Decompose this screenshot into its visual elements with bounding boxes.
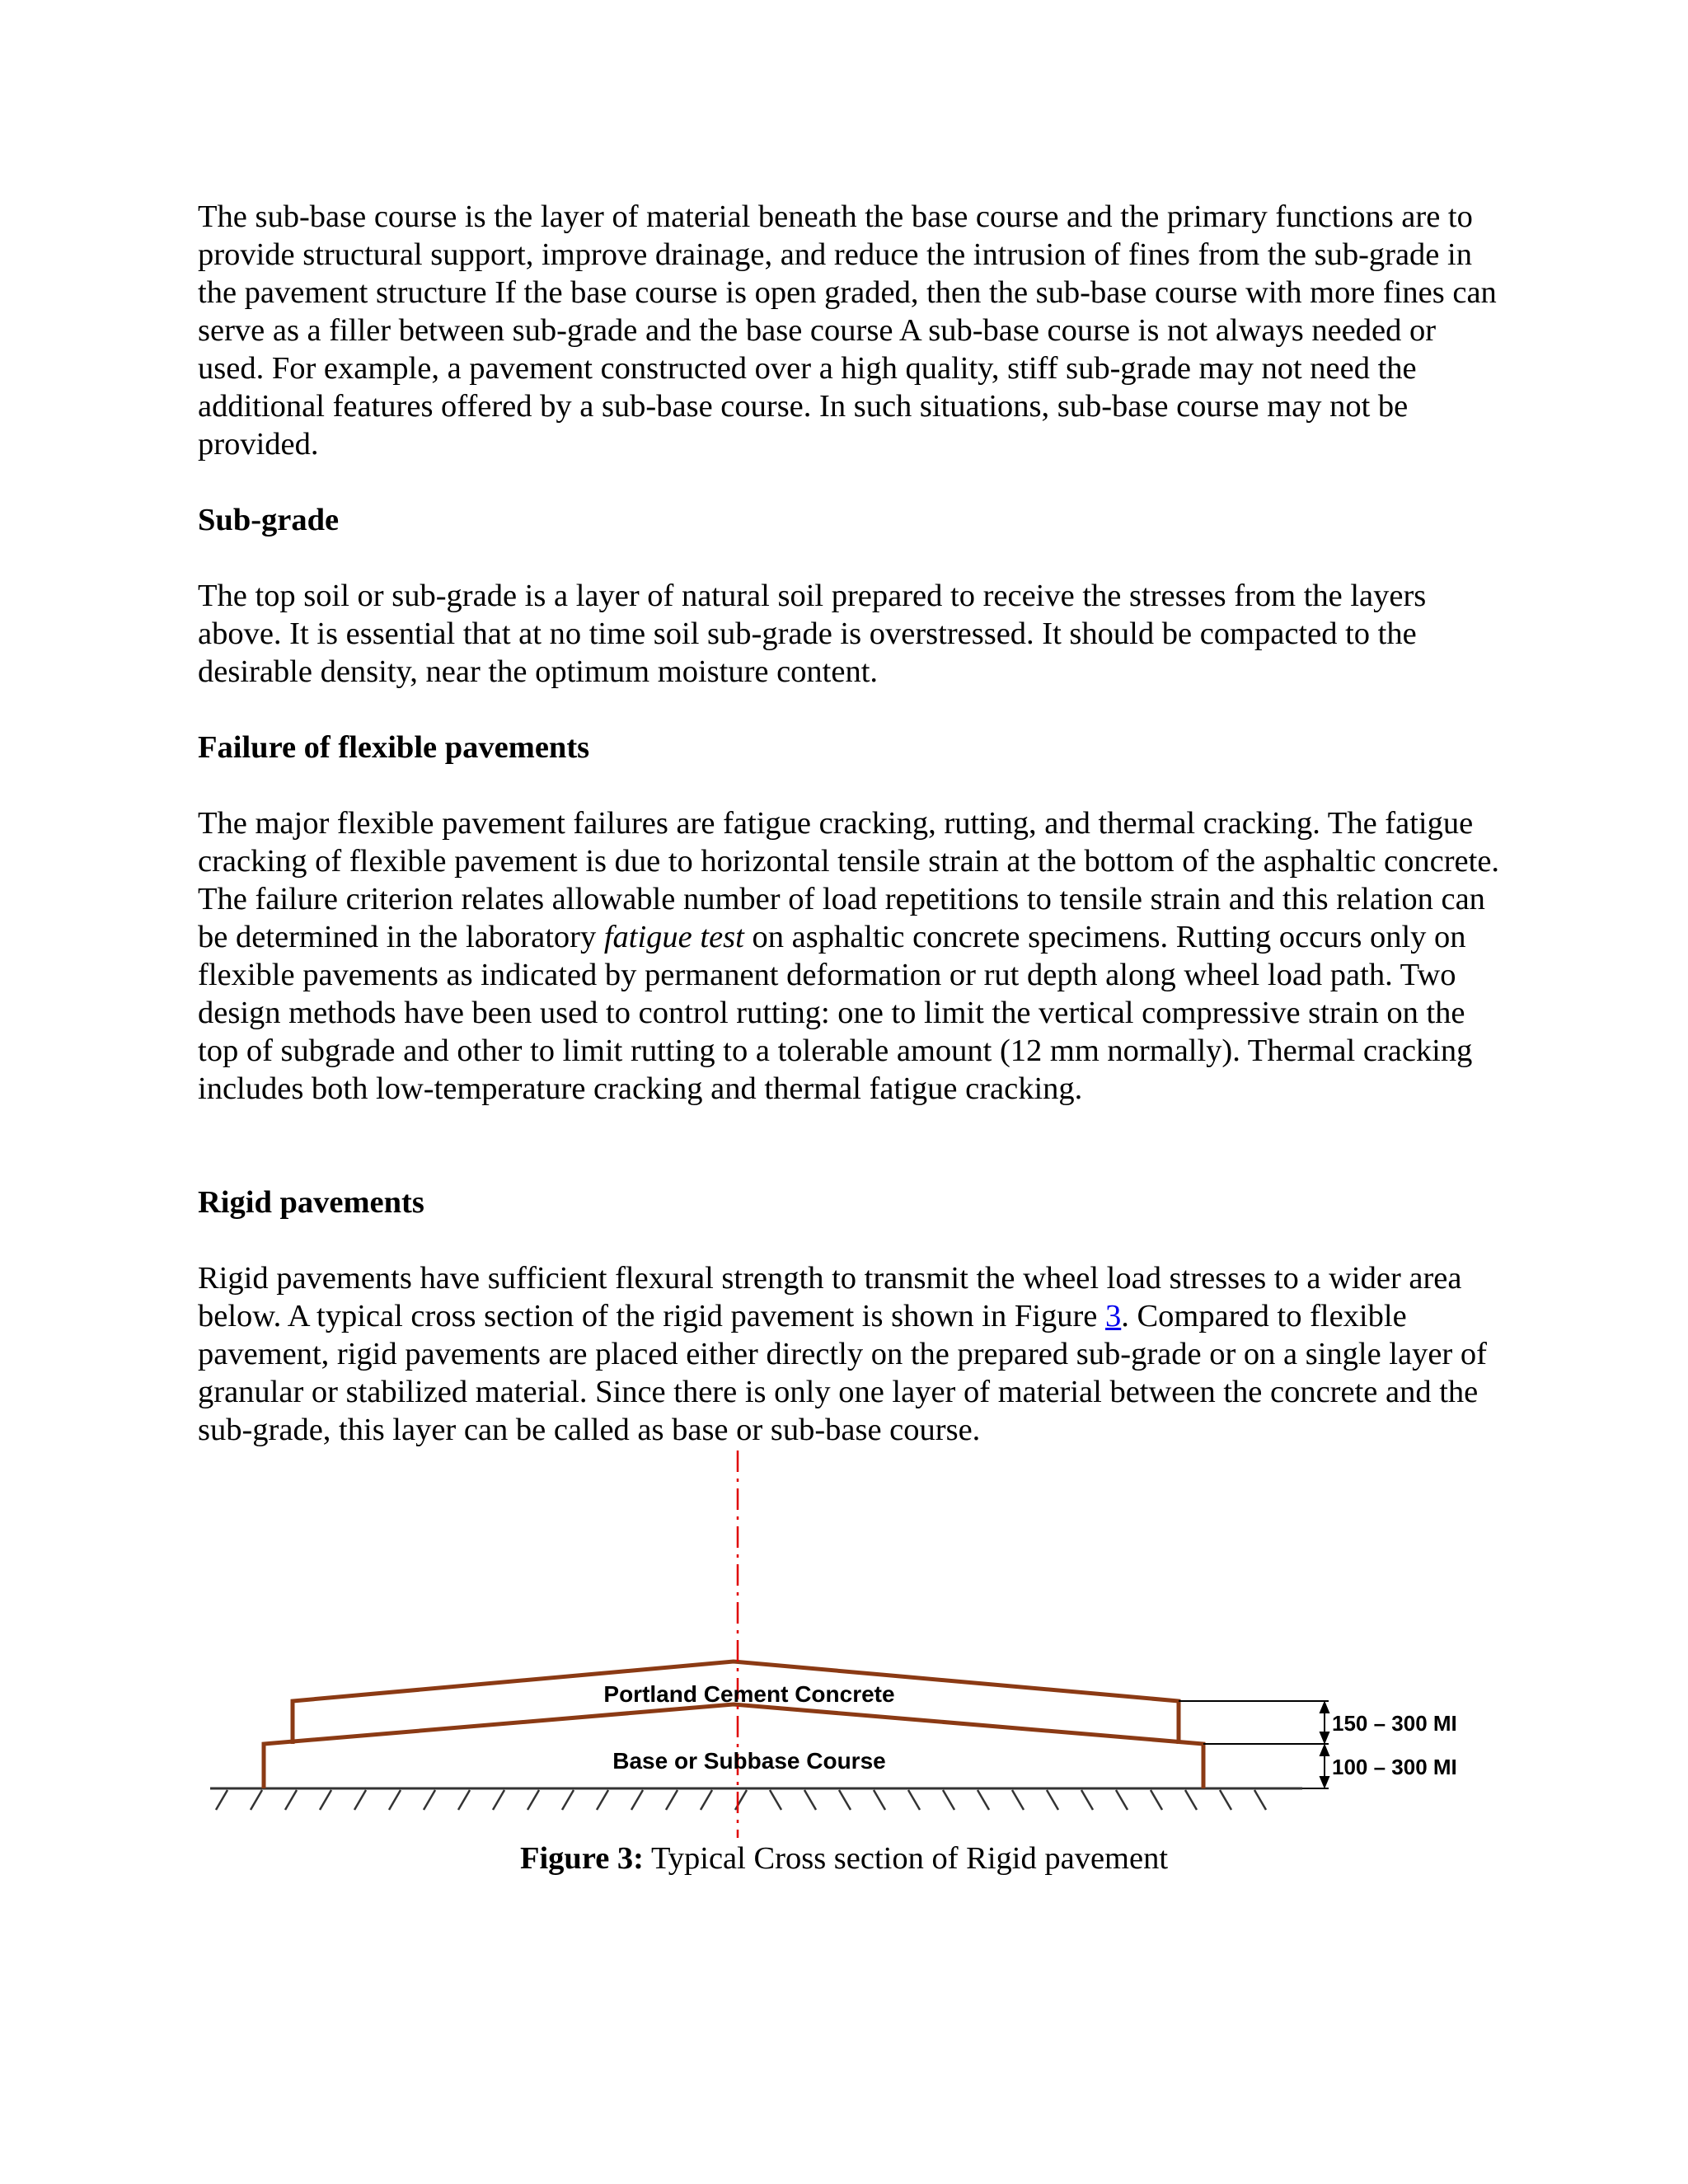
subgrade-ground-hatching <box>216 1790 1266 1810</box>
hatch-mark <box>908 1790 920 1810</box>
concrete-layer-label: Portland Cement Concrete <box>603 1681 895 1707</box>
figure-caption <box>0 1840 1688 1877</box>
hatch-mark <box>943 1790 954 1810</box>
paragraph-failure-part1: The major flexible pavement failures are fatigue cracking, rutting, and thermal cracking. The fatigue cracking of flexible pavement is due to horizontal tensile strain at the bottom of the asphaltic concrete. The failure criterion relates allowable number of load repetitions to tensile strain and this relation can be determined in the laboratory <box>198 806 1500 954</box>
paragraph-failure-part2: on asphaltic concrete specimens. Rutting occurs only on flexible pavements as indicated by permanent deformation or rut depth along wheel load path. Two design methods have been used to control rutting: one to limit the vertical compressive strain on the top of subgrade and other to limit rutting to a tolerable amount (12 mm normally). Thermal cracking includes both low-temperature cracking and thermal fatigue cracking. <box>198 920 1473 1106</box>
hatch-mark <box>1116 1790 1128 1810</box>
hatch-mark <box>1081 1790 1093 1810</box>
figure-3-link[interactable]: 3 <box>1105 1299 1122 1333</box>
hatch-mark <box>389 1790 401 1810</box>
heading-failure-flexible: Failure of flexible pavements <box>198 730 590 765</box>
hatch-mark <box>1220 1790 1231 1810</box>
heading-subgrade: Sub-grade <box>198 503 340 537</box>
hatch-mark <box>839 1790 851 1810</box>
hatch-mark <box>1012 1790 1024 1810</box>
hatch-mark <box>770 1790 781 1810</box>
hatch-mark <box>978 1790 989 1810</box>
heading-rigid-pavements: Rigid pavements <box>198 1185 424 1220</box>
hatch-mark <box>701 1790 712 1810</box>
hatch-mark <box>216 1790 227 1810</box>
hatch-mark <box>424 1790 435 1810</box>
hatch-mark <box>285 1790 297 1810</box>
paragraph-rigid-part2: . Compared to flexible pavement, rigid pavements are placed either directly on the prepared sub-grade or on a single layer of granular or stabilized material. Since there is only one layer of material between the concrete and the sub-grade, this layer can be called as base or sub-base course. <box>198 1299 1487 1447</box>
dimension-base-thickness: 100 – 300 MI <box>1332 1755 1457 1779</box>
hatch-mark <box>1185 1790 1197 1810</box>
hatch-mark <box>493 1790 504 1810</box>
paragraph-rigid-part1: Rigid pavements have sufficient flexural strength to transmit the wheel load stresses to a wider area below. A typical cross section of the rigid pavement is shown in Figure <box>198 1261 1462 1333</box>
dimension-concrete-thickness: 150 – 300 MI <box>1332 1711 1457 1736</box>
hatch-mark <box>354 1790 366 1810</box>
hatch-mark <box>597 1790 608 1810</box>
base-course-outline <box>264 1704 1203 1788</box>
fatigue-test-term: fatigue test <box>603 920 744 954</box>
hatch-mark <box>528 1790 539 1810</box>
hatch-mark <box>458 1790 470 1810</box>
hatch-mark <box>631 1790 643 1810</box>
paragraph-subbase: The sub-base course is the layer of material beneath the base course and the primary functions are to provide structural support, improve drainage, and reduce the intrusion of fines from the sub-grade in the pavement structure If the base course is open graded, then the sub-base course with more fines can serve as a filler between sub-grade and the base course A sub-base course is not always needed or used. For example, a pavement constructed over a high quality, stiff sub-grade may not need the additional features offered by a sub-base course. In such situations, sub-base course may not be provided. <box>198 199 1497 462</box>
figure-caption-label: Figure 3: <box>519 1841 645 1876</box>
hatch-mark <box>1151 1790 1162 1810</box>
paragraph-subgrade: The top soil or sub-grade is a layer of natural soil prepared to receive the stresses from the layers above. It is essential that at no time soil sub-grade is overstressed. It should be compacted to the desirable density, near the optimum moisture content. <box>198 579 1427 689</box>
hatch-mark <box>804 1790 816 1810</box>
hatch-mark <box>874 1790 885 1810</box>
hatch-mark <box>1047 1790 1058 1810</box>
hatch-mark <box>251 1790 262 1810</box>
hatch-mark <box>562 1790 574 1810</box>
hatch-mark <box>320 1790 331 1810</box>
hatch-mark <box>1254 1790 1266 1810</box>
figure-caption-text: Typical Cross section of Rigid pavement <box>644 1841 1169 1876</box>
hatch-mark <box>666 1790 678 1810</box>
base-layer-label: Base or Subbase Course <box>612 1748 886 1774</box>
